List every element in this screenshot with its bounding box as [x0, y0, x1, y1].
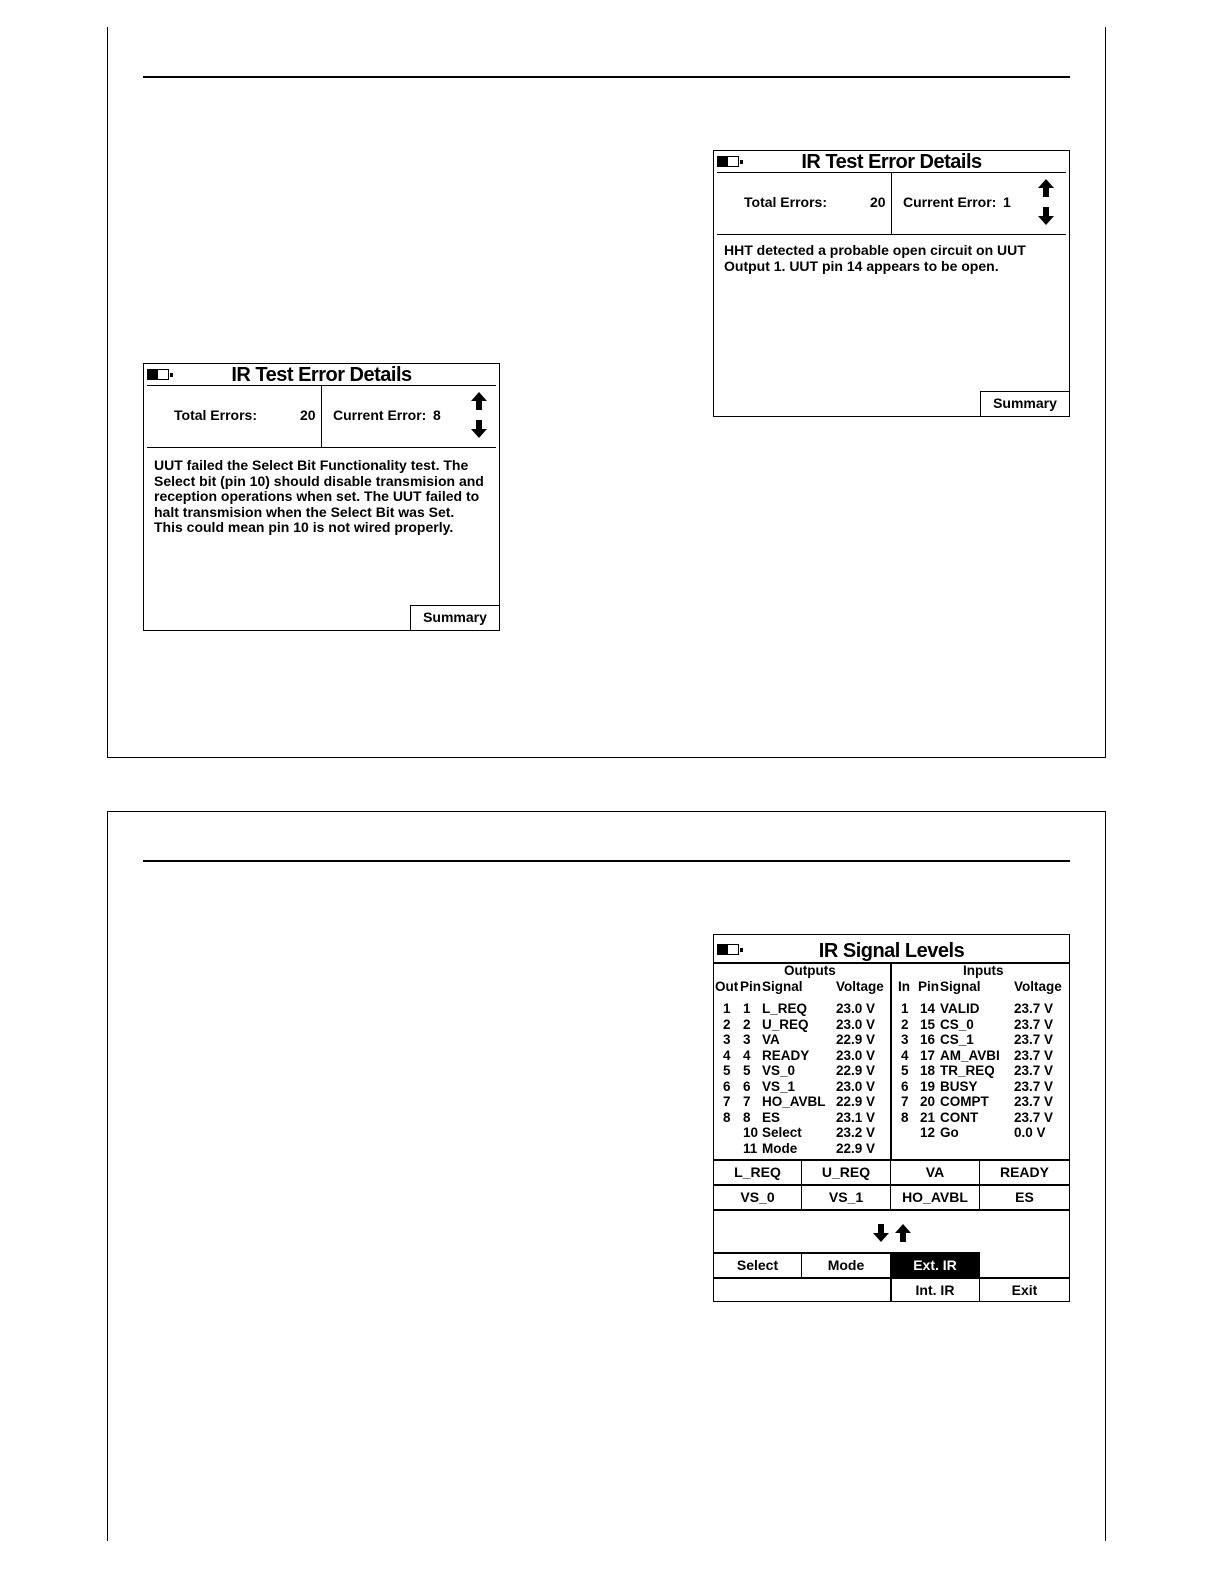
current-error-label: Current Error: [333, 407, 427, 423]
output-number: 1 [723, 1001, 731, 1016]
col-header-out: Out [715, 979, 739, 994]
input-voltage: 23.7 V [1014, 1094, 1054, 1109]
ext-ir-button[interactable]: Ext. IR [891, 1253, 980, 1277]
output-signal: L_REQ [762, 1001, 808, 1016]
screen-title: IR Test Error Details [801, 151, 982, 173]
output-number: 4 [723, 1047, 731, 1063]
output-voltage: 23.0 V [836, 1078, 876, 1094]
arrow-up-icon[interactable] [1036, 178, 1056, 198]
input-signal: AM_AVBI [940, 1047, 1000, 1063]
title-bar [717, 151, 1066, 173]
message-line: This could mean pin 10 is not wired properly. [154, 519, 454, 535]
divider [321, 386, 322, 447]
input-number: 1 [901, 1001, 909, 1016]
error-message [144, 448, 499, 536]
message-line: UUT failed the Select Bit Functionality test. The [154, 457, 469, 473]
signal-button-es[interactable]: ES [1015, 1189, 1034, 1205]
input-signal: CS_1 [940, 1032, 974, 1047]
header-rule-bottom [143, 860, 1070, 862]
output-voltage: 22.9 V [836, 1032, 876, 1047]
message-line: Output 1. UUT pin 14 appears to be open. [724, 257, 999, 274]
input-pin: 16 [920, 1032, 936, 1047]
divider [714, 1209, 1069, 1211]
arrow-down-icon[interactable] [1036, 206, 1056, 226]
input-signal: TR_REQ [940, 1063, 995, 1078]
input-signal: CS_0 [940, 1016, 974, 1032]
total-errors-label: Total Errors: [174, 407, 257, 423]
inputs-table [892, 1001, 1069, 1156]
current-error-value: 1 [1003, 194, 1011, 210]
arrow-up-icon[interactable] [469, 391, 489, 411]
input-signal: COMPT [940, 1094, 989, 1109]
input-number: 7 [901, 1094, 909, 1109]
col-header-signal: Signal [940, 979, 981, 994]
output-number: 2 [723, 1016, 731, 1032]
select-button[interactable]: Select [714, 1253, 802, 1277]
output-voltage: 22.9 V [836, 1063, 876, 1078]
output-voltage: 22.9 V [836, 1094, 876, 1109]
output-pin: 1 [743, 1001, 751, 1016]
output-pin: 11 [743, 1140, 758, 1156]
output-signal: Select [762, 1125, 802, 1140]
output-signal: READY [762, 1047, 810, 1063]
output-voltage: 22.9 V [836, 1140, 876, 1156]
input-pin: 19 [920, 1078, 936, 1094]
output-pin: 4 [743, 1047, 751, 1063]
signal-button-ready[interactable]: READY [999, 1164, 1049, 1180]
error-counter-header [717, 173, 1066, 235]
output-signal: VS_1 [762, 1078, 796, 1094]
output-signal: ES [762, 1109, 781, 1125]
input-signal: Go [940, 1125, 959, 1140]
col-header-voltage: Voltage [1014, 979, 1062, 994]
input-signal: VALID [940, 1001, 980, 1016]
signal-button-u-req[interactable]: U_REQ [802, 1160, 891, 1184]
col-header-voltage: Voltage [836, 979, 884, 994]
outputs-table [714, 1001, 890, 1156]
output-number: 7 [723, 1094, 731, 1109]
input-number: 3 [901, 1032, 909, 1047]
input-number: 2 [901, 1016, 909, 1032]
output-signal: VS_0 [762, 1063, 796, 1078]
message-line: HHT detected a probable open circuit on UUT [724, 242, 1026, 258]
input-voltage: 23.7 V [1014, 1109, 1054, 1125]
input-voltage: 23.7 V [1014, 1001, 1054, 1016]
input-pin: 21 [920, 1109, 936, 1125]
input-signal: CONT [940, 1109, 979, 1125]
arrow-down-icon[interactable] [469, 419, 489, 439]
signal-button-va[interactable]: VA [891, 1160, 980, 1184]
input-voltage: 23.7 V [1014, 1078, 1054, 1094]
screen-title: IR Signal Levels [818, 940, 965, 962]
input-signal: BUSY [940, 1078, 978, 1094]
mode-button[interactable]: Mode [802, 1253, 891, 1277]
summary-button[interactable]: Summary [980, 391, 1070, 417]
col-header-pin: Pin [918, 979, 940, 994]
output-voltage: 23.2 V [836, 1125, 876, 1140]
arrow-up-icon[interactable] [893, 1223, 913, 1243]
output-voltage: 23.0 V [836, 1001, 876, 1016]
inputs-header: Inputs [963, 963, 1004, 978]
col-header-signal: Signal [762, 979, 803, 994]
input-pin: 17 [920, 1047, 936, 1063]
input-number: 6 [901, 1078, 909, 1094]
signal-button-vs-0[interactable]: VS_0 [714, 1185, 802, 1209]
summary-button[interactable]: Summary [410, 605, 500, 631]
output-pin: 10 [743, 1125, 759, 1140]
error-details-screen-a [713, 150, 1070, 417]
output-signal: VA [762, 1032, 780, 1047]
output-number: 8 [723, 1109, 731, 1125]
input-voltage: 23.7 V [1014, 1063, 1054, 1078]
current-error-label: Current Error: [903, 194, 997, 210]
output-signal: Mode [762, 1140, 798, 1156]
output-voltage: 23.0 V [836, 1016, 876, 1032]
input-pin: 12 [920, 1125, 936, 1140]
arrow-down-icon[interactable] [871, 1223, 891, 1243]
divider [714, 962, 1069, 964]
output-pin: 3 [743, 1032, 751, 1047]
input-number: 8 [901, 1109, 909, 1125]
output-signal: HO_AVBL [762, 1094, 826, 1109]
input-voltage: 23.7 V [1014, 1047, 1054, 1063]
output-pin: 6 [743, 1078, 751, 1094]
input-pin: 14 [920, 1001, 936, 1016]
outputs-header: Outputs [784, 963, 836, 978]
exit-button[interactable]: Exit [1011, 1282, 1038, 1298]
output-signal: U_REQ [762, 1016, 809, 1032]
header-rule-top [143, 76, 1070, 78]
output-pin: 2 [743, 1016, 751, 1032]
output-number: 6 [723, 1078, 731, 1094]
signal-button-vs-1[interactable]: VS_1 [802, 1185, 891, 1209]
output-number: 5 [723, 1063, 731, 1078]
output-pin: 8 [743, 1109, 751, 1125]
error-counter-header [147, 386, 496, 448]
input-number: 4 [901, 1047, 909, 1063]
error-details-screen-b [143, 363, 500, 631]
output-number: 3 [723, 1032, 731, 1047]
int-ir-button[interactable]: Int. IR [891, 1278, 980, 1302]
total-errors-value: 20 [870, 194, 886, 210]
title-bar [717, 935, 1066, 962]
error-message [714, 235, 1069, 274]
output-pin: 5 [743, 1063, 751, 1078]
message-line: halt transmision when the Select Bit was Set. [154, 503, 455, 520]
total-errors-value: 20 [300, 407, 316, 423]
signal-button-ho-avbl[interactable]: HO_AVBL [891, 1185, 980, 1209]
output-voltage: 23.1 V [836, 1109, 876, 1125]
title-bar [147, 364, 496, 386]
input-voltage: 23.7 V [1014, 1016, 1054, 1032]
input-voltage: 0.0 V [1014, 1125, 1046, 1140]
input-number: 5 [901, 1063, 909, 1078]
signal-button-l-req[interactable]: L_REQ [714, 1160, 802, 1184]
output-voltage: 23.0 V [836, 1047, 876, 1063]
output-pin: 7 [743, 1094, 751, 1109]
col-header-in: In [898, 979, 910, 994]
divider [891, 173, 892, 234]
input-pin: 18 [920, 1063, 936, 1078]
signal-levels-screen [713, 934, 1070, 1302]
current-error-value: 8 [433, 407, 441, 423]
screen-title: IR Test Error Details [231, 364, 412, 386]
input-pin: 15 [920, 1016, 936, 1032]
input-voltage: 23.7 V [1014, 1032, 1054, 1047]
message-line: Select bit (pin 10) should disable transmision and [154, 472, 484, 489]
message-line: reception operations when set. The UUT failed to [154, 488, 480, 504]
col-header-pin: Pin [740, 979, 762, 994]
total-errors-label: Total Errors: [744, 194, 827, 210]
input-pin: 20 [920, 1094, 936, 1109]
